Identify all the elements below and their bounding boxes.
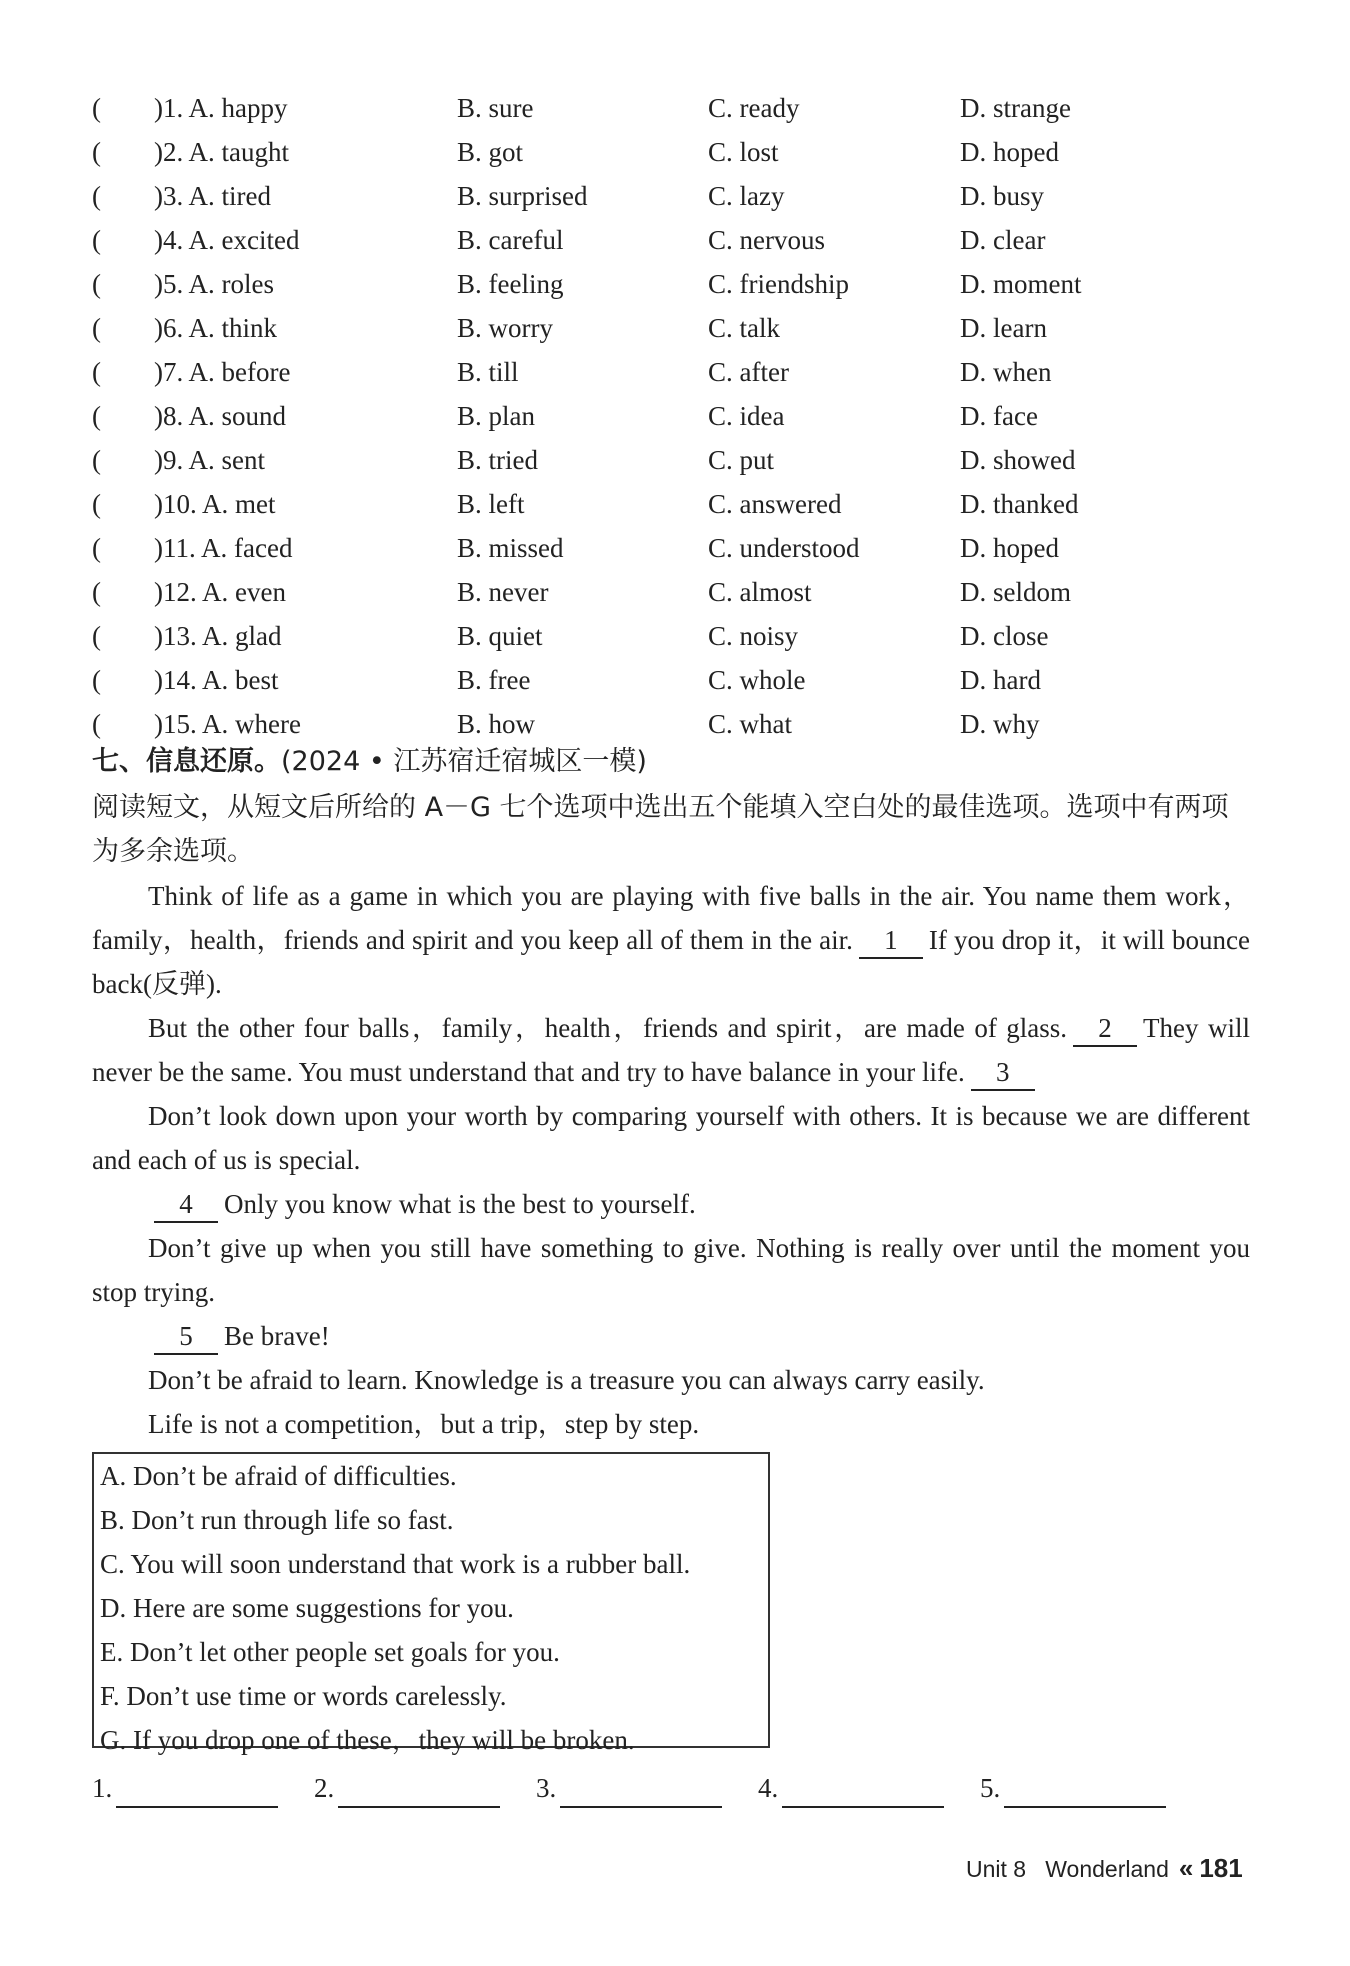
paragraph [92,1226,1250,1314]
option-d: D. face [960,401,1038,431]
option-c: C. understood [708,533,860,563]
option-a: )2. A. taught [154,137,289,167]
option-a: )6. A. think [154,313,278,343]
choice-row [92,218,1272,262]
blank-4[interactable]: 4 [154,1187,218,1223]
option-d: D. when [960,357,1052,387]
answer-slot [980,1768,1166,1808]
option-d: D. moment [960,269,1082,299]
answer-paren[interactable]: ( [92,533,101,563]
answer-paren[interactable]: ( [92,93,101,123]
option-a: )4. A. excited [154,225,300,255]
chevron-left-icon: « [1178,1853,1194,1883]
options-box [92,1452,770,1755]
answer-number: 3. [536,1773,557,1803]
answer-paren[interactable]: ( [92,709,101,739]
option-a: )1. A. happy [154,93,288,123]
section-heading [92,742,647,782]
multiple-choice-list [92,86,1272,746]
answer-number: 1. [92,1773,113,1803]
passage-text: Don’t be afraid to learn. Knowledge is a treasure you can always carry easily. [148,1365,985,1395]
option-b: B. missed [457,533,564,563]
choice-row [92,394,1272,438]
unit-label: Unit 8 [966,1856,1027,1882]
answer-paren[interactable]: ( [92,445,101,475]
answer-paren[interactable]: ( [92,621,101,651]
option-item: D. Here are some suggestions for you. [100,1593,514,1623]
passage-text: Be brave! [224,1321,330,1351]
unit-title: Wonderland [1045,1856,1169,1882]
option-a: )10. A. met [154,489,276,519]
option-c: C. lazy [708,181,785,211]
option-item: F. Don’t use time or words carelessly. [100,1681,507,1711]
choice-row [92,614,1272,658]
blank-5[interactable]: 5 [154,1319,218,1355]
option-d: D. strange [960,93,1071,123]
option-d: D. hoped [960,533,1059,563]
option-item: A. Don’t be afraid of difficulties. [100,1461,457,1491]
option-a: )3. A. tired [154,181,271,211]
section-title: 七、信息还原。 [92,746,281,777]
answer-slot [92,1768,278,1808]
option-d: D. seldom [960,577,1071,607]
instructions: 阅读短文，从短文后所给的 A－G 七个选项中选出五个能填入空白处的最佳选项。选项中有两项为多余选项。 [92,792,1229,867]
option-c: C. talk [708,313,780,343]
answer-paren[interactable]: ( [92,225,101,255]
answer-number: 2. [314,1773,335,1803]
answer-number: 5. [980,1773,1001,1803]
choice-row [92,526,1272,570]
option-d: D. hard [960,665,1041,695]
answer-paren[interactable]: ( [92,357,101,387]
answer-line[interactable] [1004,1778,1166,1808]
paragraph [92,1182,1250,1226]
option-c: C. nervous [708,225,825,255]
option-c: C. whole [708,665,806,695]
option-item: G. If you drop one of these，they will be broken. [100,1725,635,1755]
option-b: B. free [457,665,531,695]
passage-text: Only you know what is the best to yourself. [224,1189,696,1219]
option-c: C. friendship [708,269,849,299]
paragraph [92,1358,1250,1402]
option-c: C. noisy [708,621,799,651]
option-a: )11. A. faced [154,533,293,563]
choice-row [92,482,1272,526]
option-item: C. You will soon understand that work is a rubber ball. [100,1549,691,1579]
choice-row [92,350,1272,394]
choice-row [92,262,1272,306]
option-b: B. careful [457,225,564,255]
passage-text: Don’t look down upon your worth by comparing yourself with others. It is because we are different and each of us is special. [92,1101,1250,1175]
option-b: B. plan [457,401,535,431]
paragraph [92,1094,1250,1182]
option-c: C. lost [708,137,779,167]
option-b: B. tried [457,445,538,475]
option-b: B. surprised [457,181,588,211]
option-a: )15. A. where [154,709,301,739]
answer-paren[interactable]: ( [92,577,101,607]
choice-row [92,658,1272,702]
option-d: D. why [960,709,1040,739]
option-c: C. put [708,445,775,475]
section-source: (2024 • 江苏宿迁宿城区一模) [281,746,647,777]
answer-paren[interactable]: ( [92,137,101,167]
passage-text: Think of life as a game in which you are playing with five balls in the air. You name them work，family，health，friends and spirit and you keep all of them in the air. [92,881,1250,955]
option-b: B. how [457,709,536,739]
reading-passage [92,874,1250,1446]
option-a: )13. A. glad [154,621,282,651]
choice-row [92,174,1272,218]
option-b: B. feeling [457,269,564,299]
passage-text: They will never be the same. You must understand that and try to have balance in your life. [92,1013,1250,1087]
paragraph [92,1314,1250,1358]
choice-row [92,306,1272,350]
option-b: B. sure [457,93,534,123]
answer-number: 4. [758,1773,779,1803]
answer-paren[interactable]: ( [92,489,101,519]
option-a: )14. A. best [154,665,279,695]
option-d: D. busy [960,181,1045,211]
answer-paren[interactable]: ( [92,181,101,211]
option-b: B. till [457,357,519,387]
option-d: D. learn [960,313,1047,343]
option-d: D. close [960,621,1049,651]
answer-paren[interactable]: ( [92,269,101,299]
blank-3[interactable]: 3 [971,1055,1035,1091]
paragraph [92,874,1250,1006]
option-d: D. showed [960,445,1076,475]
answer-line[interactable] [116,1778,278,1808]
option-b: B. left [457,489,525,519]
blank-1[interactable]: 1 [859,923,923,959]
option-item: B. Don’t run through life so fast. [100,1505,454,1535]
option-a: )12. A. even [154,577,286,607]
answer-paren[interactable]: ( [92,401,101,431]
passage-text: If you drop it，it will bounce back(反弹). [92,925,1250,999]
answer-line[interactable] [560,1778,722,1808]
option-item: E. Don’t let other people set goals for you. [100,1637,560,1667]
page-footer [966,1851,1243,1886]
option-c: C. what [708,709,792,739]
option-a: )8. A. sound [154,401,287,431]
passage-text: Life is not a competition，but a trip，step by step. [148,1409,700,1439]
choice-row [92,570,1272,614]
choice-row [92,86,1272,130]
answer-paren[interactable]: ( [92,665,101,695]
passage-text: But the other four balls，family，health，friends and spirit，are made of glass. [148,1013,1068,1043]
answer-paren[interactable]: ( [92,313,101,343]
option-d: D. thanked [960,489,1079,519]
option-d: D. clear [960,225,1046,255]
answer-slot [536,1768,722,1808]
option-c: C. after [708,357,789,387]
option-a: )7. A. before [154,357,291,387]
passage-text: Don’t give up when you still have something to give. Nothing is really over until the moment you stop trying. [92,1233,1250,1307]
option-b: B. never [457,577,549,607]
paragraph [92,1402,1250,1446]
option-b: B. got [457,137,524,167]
page-number: 181 [1199,1853,1243,1883]
choice-row [92,702,1272,746]
answer-line[interactable] [782,1778,944,1808]
option-c: C. almost [708,577,812,607]
option-c: C. ready [708,93,800,123]
option-b: B. quiet [457,621,543,651]
paragraph [92,1006,1250,1094]
blank-2[interactable]: 2 [1073,1011,1137,1047]
choice-row [92,130,1272,174]
option-d: D. hoped [960,137,1059,167]
answer-slot [758,1768,944,1808]
option-b: B. worry [457,313,553,343]
option-c: C. idea [708,401,785,431]
answer-slot [314,1768,500,1808]
option-a: )5. A. roles [154,269,274,299]
choice-row [92,438,1272,482]
option-c: C. answered [708,489,842,519]
option-a: )9. A. sent [154,445,265,475]
answer-line[interactable] [338,1778,500,1808]
